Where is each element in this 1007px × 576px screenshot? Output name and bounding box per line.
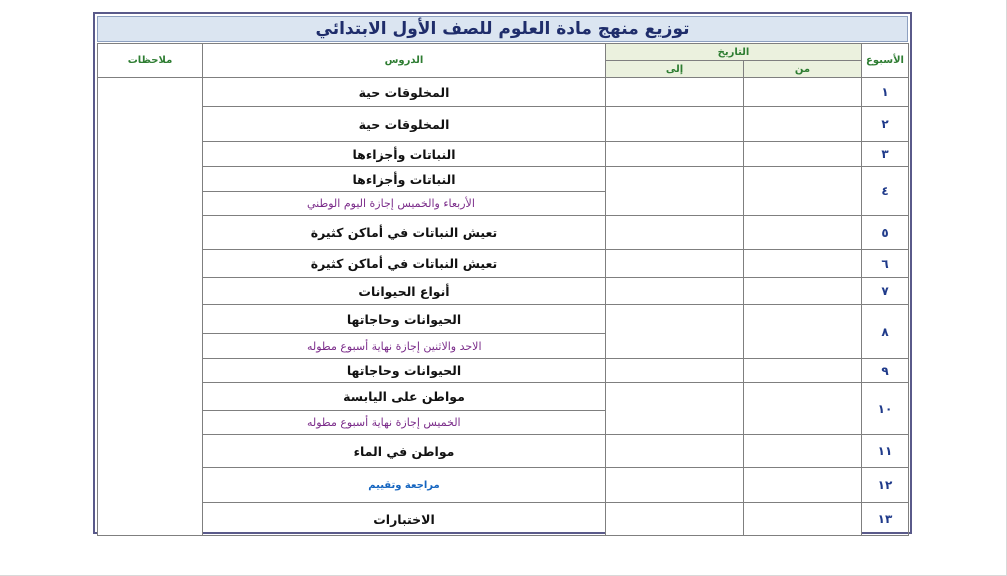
header-notes: ملاحظات	[98, 44, 203, 78]
date-to-cell[interactable]	[606, 107, 744, 142]
lesson-note-text: الأربعاء والخميس إجازة اليوم الوطني	[307, 197, 475, 210]
week-number: ٦	[862, 250, 909, 278]
lesson-cell: أنواع الحيوانات	[203, 278, 606, 305]
date-to-cell[interactable]	[606, 503, 744, 536]
header-from: من	[744, 61, 862, 78]
lesson-note-text: الخميس إجازة نهاية أسبوع مطوله	[307, 416, 461, 429]
lesson-cell: المخلوقات حية	[203, 107, 606, 142]
lesson-note	[203, 334, 606, 359]
review-cell: مراجعة وتقييم	[203, 468, 606, 503]
curriculum-sheet	[93, 12, 912, 534]
lesson-cell: الحيوانات وحاجاتها	[203, 359, 606, 383]
curriculum-table	[97, 43, 909, 536]
date-from-cell[interactable]	[744, 167, 862, 216]
lesson-cell: مواطن في الماء	[203, 435, 606, 468]
date-to-cell[interactable]	[606, 167, 744, 216]
week-number: ٨	[862, 305, 909, 359]
sheet-title: توزيع منهج مادة العلوم للصف الأول الابتدائي	[97, 16, 908, 42]
date-from-cell[interactable]	[744, 107, 862, 142]
week-number: ١٢	[862, 468, 909, 503]
lesson-cell: النباتات وأجزاءها	[203, 167, 606, 192]
week-number: ١٠	[862, 383, 909, 435]
date-from-cell[interactable]	[744, 435, 862, 468]
lesson-note	[203, 411, 606, 435]
date-from-cell[interactable]	[744, 305, 862, 359]
week-number: ٢	[862, 107, 909, 142]
date-from-cell[interactable]	[744, 78, 862, 107]
date-from-cell[interactable]	[744, 278, 862, 305]
date-from-cell[interactable]	[744, 142, 862, 167]
lesson-cell: مواطن على اليابسة	[203, 383, 606, 411]
lesson-cell: النباتات وأجزاءها	[203, 142, 606, 167]
date-to-cell[interactable]	[606, 305, 744, 359]
date-to-cell[interactable]	[606, 435, 744, 468]
header-lessons: الدروس	[203, 44, 606, 78]
header-week: الأسبوع	[862, 44, 909, 78]
date-to-cell[interactable]	[606, 216, 744, 250]
lesson-note	[203, 192, 606, 216]
date-to-cell[interactable]	[606, 359, 744, 383]
lesson-cell: الاختبارات	[203, 503, 606, 536]
lesson-cell: الحيوانات وحاجاتها	[203, 305, 606, 334]
date-from-cell[interactable]	[744, 468, 862, 503]
date-to-cell[interactable]	[606, 78, 744, 107]
date-to-cell[interactable]	[606, 250, 744, 278]
date-from-cell[interactable]	[744, 503, 862, 536]
lesson-cell: تعيش النباتات في أماكن كثيرة	[203, 216, 606, 250]
header-to: إلى	[606, 61, 744, 78]
header-date: التاريخ	[606, 44, 862, 61]
notes-cell[interactable]	[98, 78, 203, 536]
lesson-cell: تعيش النباتات في أماكن كثيرة	[203, 250, 606, 278]
date-to-cell[interactable]	[606, 142, 744, 167]
lesson-note-text: الاحد والاثنين إجازة نهاية أسبوع مطوله	[307, 339, 482, 353]
week-number: ٥	[862, 216, 909, 250]
week-number: ١١	[862, 435, 909, 468]
week-number: ٧	[862, 278, 909, 305]
week-number: ٩	[862, 359, 909, 383]
date-to-cell[interactable]	[606, 468, 744, 503]
date-from-cell[interactable]	[744, 216, 862, 250]
date-from-cell[interactable]	[744, 250, 862, 278]
week-number: ٣	[862, 142, 909, 167]
lesson-cell: المخلوقات حية	[203, 78, 606, 107]
date-to-cell[interactable]	[606, 383, 744, 435]
week-number: ٤	[862, 167, 909, 216]
week-number: ١	[862, 78, 909, 107]
date-from-cell[interactable]	[744, 359, 862, 383]
week-number: ١٣	[862, 503, 909, 536]
date-from-cell[interactable]	[744, 383, 862, 435]
date-to-cell[interactable]	[606, 278, 744, 305]
